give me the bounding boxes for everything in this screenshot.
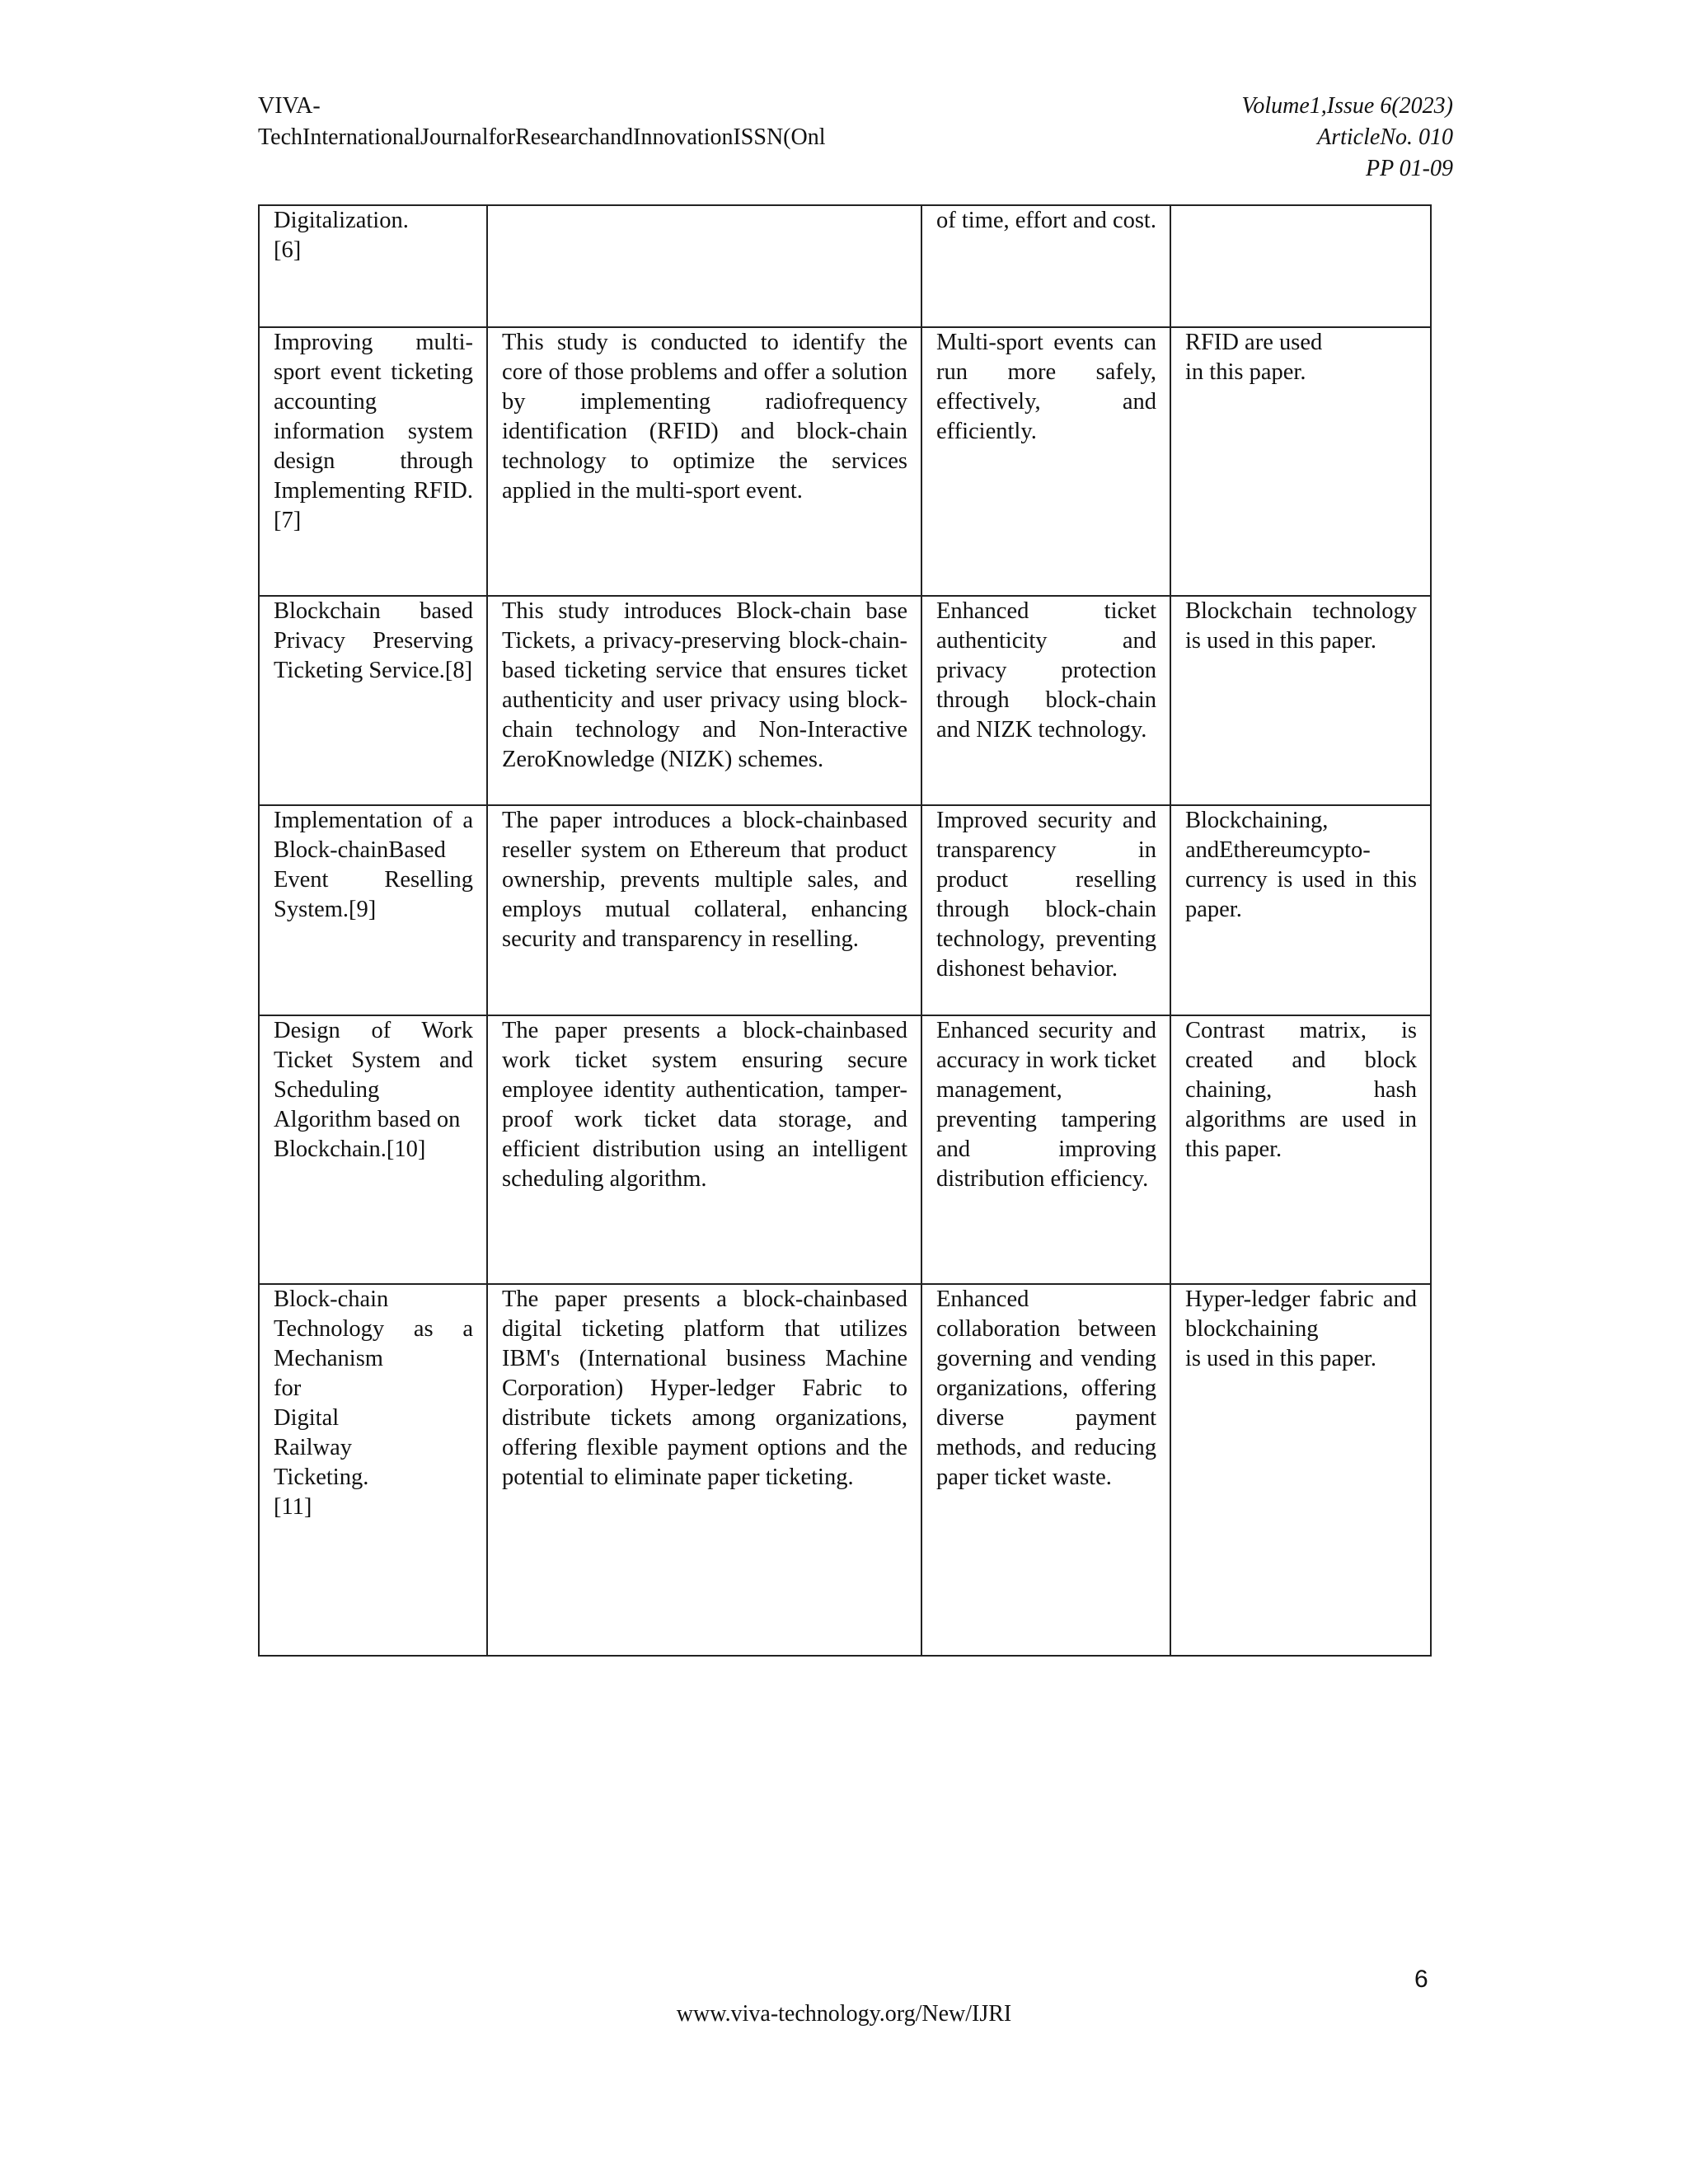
paper-title-cell: Digitalization. [6] <box>259 205 487 327</box>
technology-cell: Hyper-ledger fabric and blockchaining is used in this paper. <box>1170 1284 1431 1656</box>
table-row <box>259 805 1431 1015</box>
journal-header <box>258 91 826 153</box>
volume-issue: Volume1,Issue 6(2023) <box>1241 93 1453 119</box>
paper-title-cell: Blockchain based Privacy Preserving Ticketing Service.[8] <box>259 596 487 805</box>
technology-cell: Blockchaining, andEthereumcypto-currency is used in this paper. <box>1170 805 1431 1015</box>
paper-title-cell: Block-chain Technology as a Mechanism for Digital Railway Ticketing. [11] <box>259 1284 487 1656</box>
journal-name-line1: VIVA- <box>258 93 321 119</box>
outcome-cell: Improved security and transparency in product reselling through block-chain technology, preventing dishonest behavior. <box>921 805 1170 1015</box>
article-number: ArticleNo. 010 <box>1317 124 1453 150</box>
outcome-cell: Multi-sport events can run more safely, effectively, and efficiently. <box>921 327 1170 596</box>
literature-review-table <box>258 204 1432 1657</box>
paper-title-cell: Improving multi-sport event ticketing accounting information system design through Implementing RFID.[7] <box>259 327 487 596</box>
paper-title-cell: Design of Work Ticket System and Scheduling Algorithm based on Blockchain.[10] <box>259 1015 487 1284</box>
page-range: PP 01-09 <box>1365 156 1453 181</box>
description-cell: The paper presents a block-chainbased digital ticketing platform that utilizes IBM's (International business Machine Corporation) Hyper-ledger Fabric to distribute tickets among organizations, offering flexible payment options and the potential to eliminate paper ticketing. <box>487 1284 921 1656</box>
outcome-cell: of time, effort and cost. <box>921 205 1170 327</box>
description-cell <box>487 205 921 327</box>
description-cell: The paper introduces a block-chainbased reseller system on Ethereum that product ownership, prevents multiple sales, and employs mutual collateral, enhancing security and transparency in reselling. <box>487 805 921 1015</box>
issue-info <box>1241 91 1453 185</box>
table-row <box>259 205 1431 327</box>
technology-cell: RFID are used in this paper. <box>1170 327 1431 596</box>
description-cell: This study introduces Block-chain base Tickets, a privacy-preserving block-chain-based ticketing service that ensures ticket authenticity and user privacy using block-chain technology and Non-Interactive ZeroKnowledge (NIZK) schemes. <box>487 596 921 805</box>
technology-cell <box>1170 205 1431 327</box>
page-number: 6 <box>1414 1966 1428 1993</box>
outcome-cell: Enhanced collaboration between governing and vending organizations, offering diverse payment methods, and reducing paper ticket waste. <box>921 1284 1170 1656</box>
outcome-cell: Enhanced ticket authenticity and privacy protection through block-chain and NIZK technology. <box>921 596 1170 805</box>
table-row <box>259 1015 1431 1284</box>
description-cell: The paper presents a block-chainbased work ticket system ensuring secure employee identity authentication, tamper-proof work ticket data storage, and efficient distribution using an intelligent scheduling algorithm. <box>487 1015 921 1284</box>
description-cell: This study is conducted to identify the core of those problems and offer a solution by implementing radiofrequency identification (RFID) and block-chain technology to optimize the services applied in the multi-sport event. <box>487 327 921 596</box>
paper-title-cell: Implementation of a Block-chainBased Event Reselling System.[9] <box>259 805 487 1015</box>
journal-name-line2: TechInternationalJournalforResearchandInnovationISSN(Onl <box>258 124 826 150</box>
technology-cell: Blockchain technology is used in this paper. <box>1170 596 1431 805</box>
table-row <box>259 1284 1431 1656</box>
table-row <box>259 327 1431 596</box>
technology-cell: Contrast matrix, is created and block chaining, hash algorithms are used in this paper. <box>1170 1015 1431 1284</box>
table-row <box>259 596 1431 805</box>
outcome-cell: Enhanced security and accuracy in work ticket management, preventing tampering and improving distribution efficiency. <box>921 1015 1170 1284</box>
footer-url: www.viva-technology.org/New/IJRI <box>676 2001 1012 2027</box>
